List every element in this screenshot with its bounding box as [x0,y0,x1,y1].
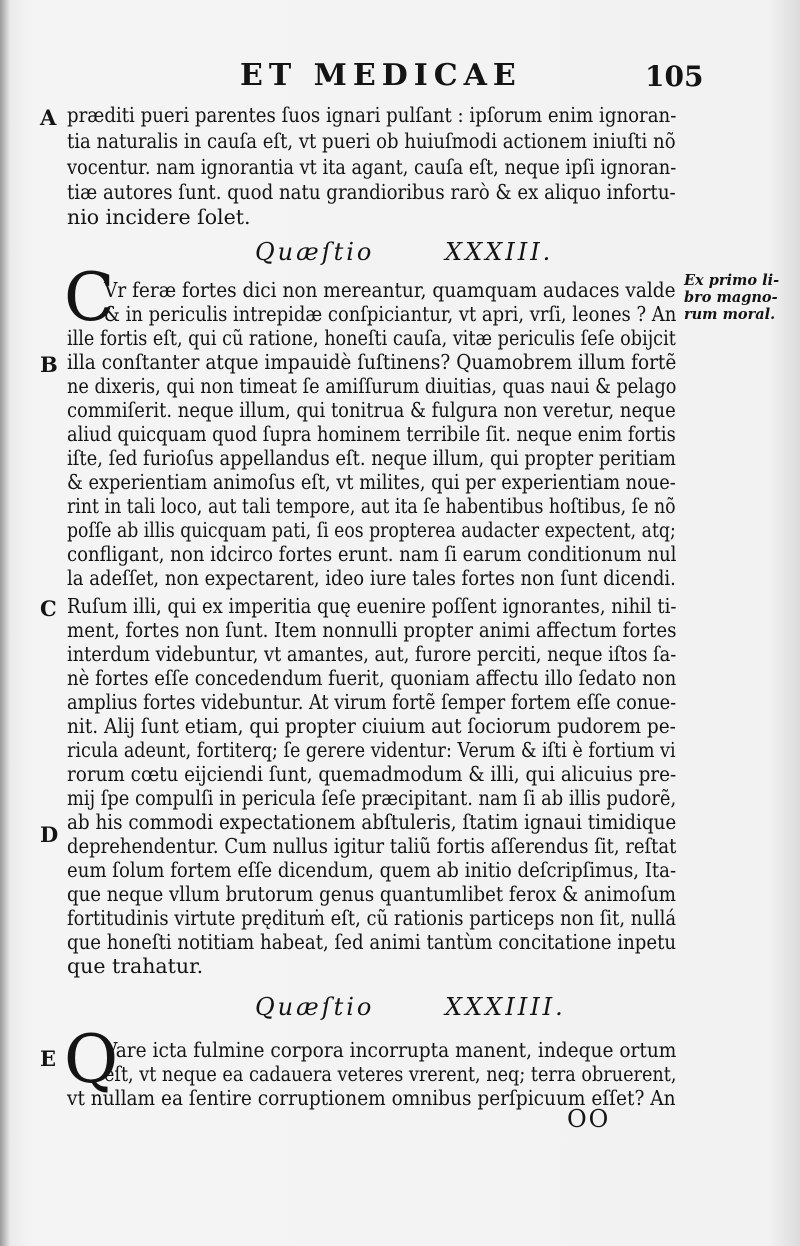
text-line: que trahatur. [67,954,204,978]
text-line: que neque vllum brutorum genus quantumlibet ferox & animoſum [67,882,676,906]
text-line: & experientiam animoſus eſt, vt milites, qui per experientiam noue- [67,470,676,494]
margin-letter-b: B [40,352,58,377]
text-line: Ruſum illi, qui ex imperitia quę euenire poſſent ignorantes, nihil ti- [67,594,677,618]
sidenote-line: bro magno- [684,289,778,306]
catchword: OO [567,1105,611,1133]
sidenote-line: Ex primo li- [684,272,780,289]
text-line: ment, fortes non ſunt. Item nonnulli propter animi affectum fortes [67,618,677,642]
text-line: fortitudinis virtute prędituṁ eſt, cũ rationis particeps non ſit, nullá [67,906,677,930]
text-line: deprehendentur. Cum nullus igitur taliũ fortis aſſerendus ſit, reſtat [67,834,677,858]
text-line: eſt, vt neque ea cadauera veteres vrerent, neq; terra obruerent, [104,1062,677,1086]
margin-letter-c: C [40,596,57,621]
text-line: amplius fortes videbuntur. At virum fortẽ ſemper fortem eſſe conue- [67,690,677,714]
drop-cap: Q [64,1021,119,1098]
margin-letter-d: D [40,822,59,847]
text-line: ricula adeunt, fortiterq; ſe gerere videntur: Verum & iſti è fortium vi [67,738,676,762]
text-line: nio incidere ſolet. [67,205,251,229]
text-line: ille fortis eſt, qui cũ ratione, honeſti cauſa, vitæ periculis ſeſe obijcit [67,326,676,350]
text-line: vt nullam ea ſentire corruptionem omnibus perſpicuum eſſet? An [67,1086,676,1110]
text-line: præditi pueri parentes ſuos ignari pulſant : ipſorum enim ignoran- [67,103,677,127]
text-line: Vr feræ fortes dici non mereantur, quamquam audaces valde [104,278,676,302]
text-line: nit. Alij ſunt etiam, qui propter ciuium aut ſociorum pudorem pe- [67,714,676,738]
text-line: poſſe ab illis quicquam pati, ſi eos propterea audacter expectent, atq; [67,518,676,542]
heading-word: Quæſtio [255,238,375,266]
text-line: eum ſolum fortem eſſe dicendum, quem ab initio deſcripſimus, Ita- [67,858,677,882]
text-line: commiſerit. neque illum, qui tonitrua & fulgura non veretur, neque [67,398,676,422]
text-line: tia naturalis in cauſa eſt, vt pueri ob huiuſmodi actionem iniuſti nõ [67,129,676,153]
text-line: tiæ autores ſunt. quod natu grandioribus rarò & ex aliquo infortu- [67,180,676,204]
text-line: rorum cœtu eijciendi ſunt, quemadmodum & illi, qui alicuius pre- [67,762,677,786]
marginal-note [684,272,800,323]
text-line: aliud quicquam quod ſupra hominem terribile ſit. neque enim fortis [67,422,676,446]
sidenote-line: rum moral. [684,306,776,323]
heading-number: XXXIII. [444,238,554,266]
text-line: & in periculis intrepidæ conſpiciantur, vt apri, vrſi, leones ? An [104,302,677,326]
text-line: rint in tali loco, aut tali tempore, aut ita ſe habentibus hoſtibus, ſe nõ [67,494,676,518]
text-line: Vare icta fulmine corpora incorrupta manent, indeque ortum [104,1038,677,1062]
heading-number: XXXIIII. [444,993,566,1021]
text-line: confligant, non idcirco fortes erunt. nam ſi earum conditionum nul [67,542,677,566]
margin-letter-e: E [40,1046,57,1071]
text-line: ab his commodi expectationem abſtuleris, ſtatim ignaui timidique [67,810,677,834]
question-heading [255,238,553,266]
running-title: ET MEDICAE [240,58,522,93]
text-line: vocentur. nam ignorantia vt ita agant, cauſa eſt, neque ipſi ignoran- [67,155,677,179]
text-line: que honeſti notitiam habeat, ſed animi tantùm concitatione inpetu [67,930,677,954]
text-line: ne dixeris, qui non timeat ſe amiſſurum diuitias, quas naui & pelago [67,374,677,398]
heading-word: Quæſtio [255,993,375,1021]
text-line: nè fortes eſſe concedendum fuerit, quoniam affectu illo ſedato non [67,666,677,690]
question-heading [255,993,566,1021]
text-line: mij ſpe compulſi in pericula ſeſe præcipitant. nam ſi ab illis pudorẽ, [67,786,677,810]
drop-cap: C [64,259,115,336]
text-line: iſte, ſed furioſus appellandus eſt. neque illum, qui propter peritiam [67,446,676,470]
text-line: la adeſſet, non expectarent, ideo iure tales fortes non ſunt dicendi. [67,566,676,590]
page-number: 105 [645,60,704,93]
text-line: interdum videbuntur, vt amantes, aut, furore perciti, neque iſtos ſa- [67,642,677,666]
text-line: illa conſtanter atque impauidè ſuſtinens? Quamobrem illum fortẽ [67,350,677,374]
margin-letter-a: A [40,105,57,130]
